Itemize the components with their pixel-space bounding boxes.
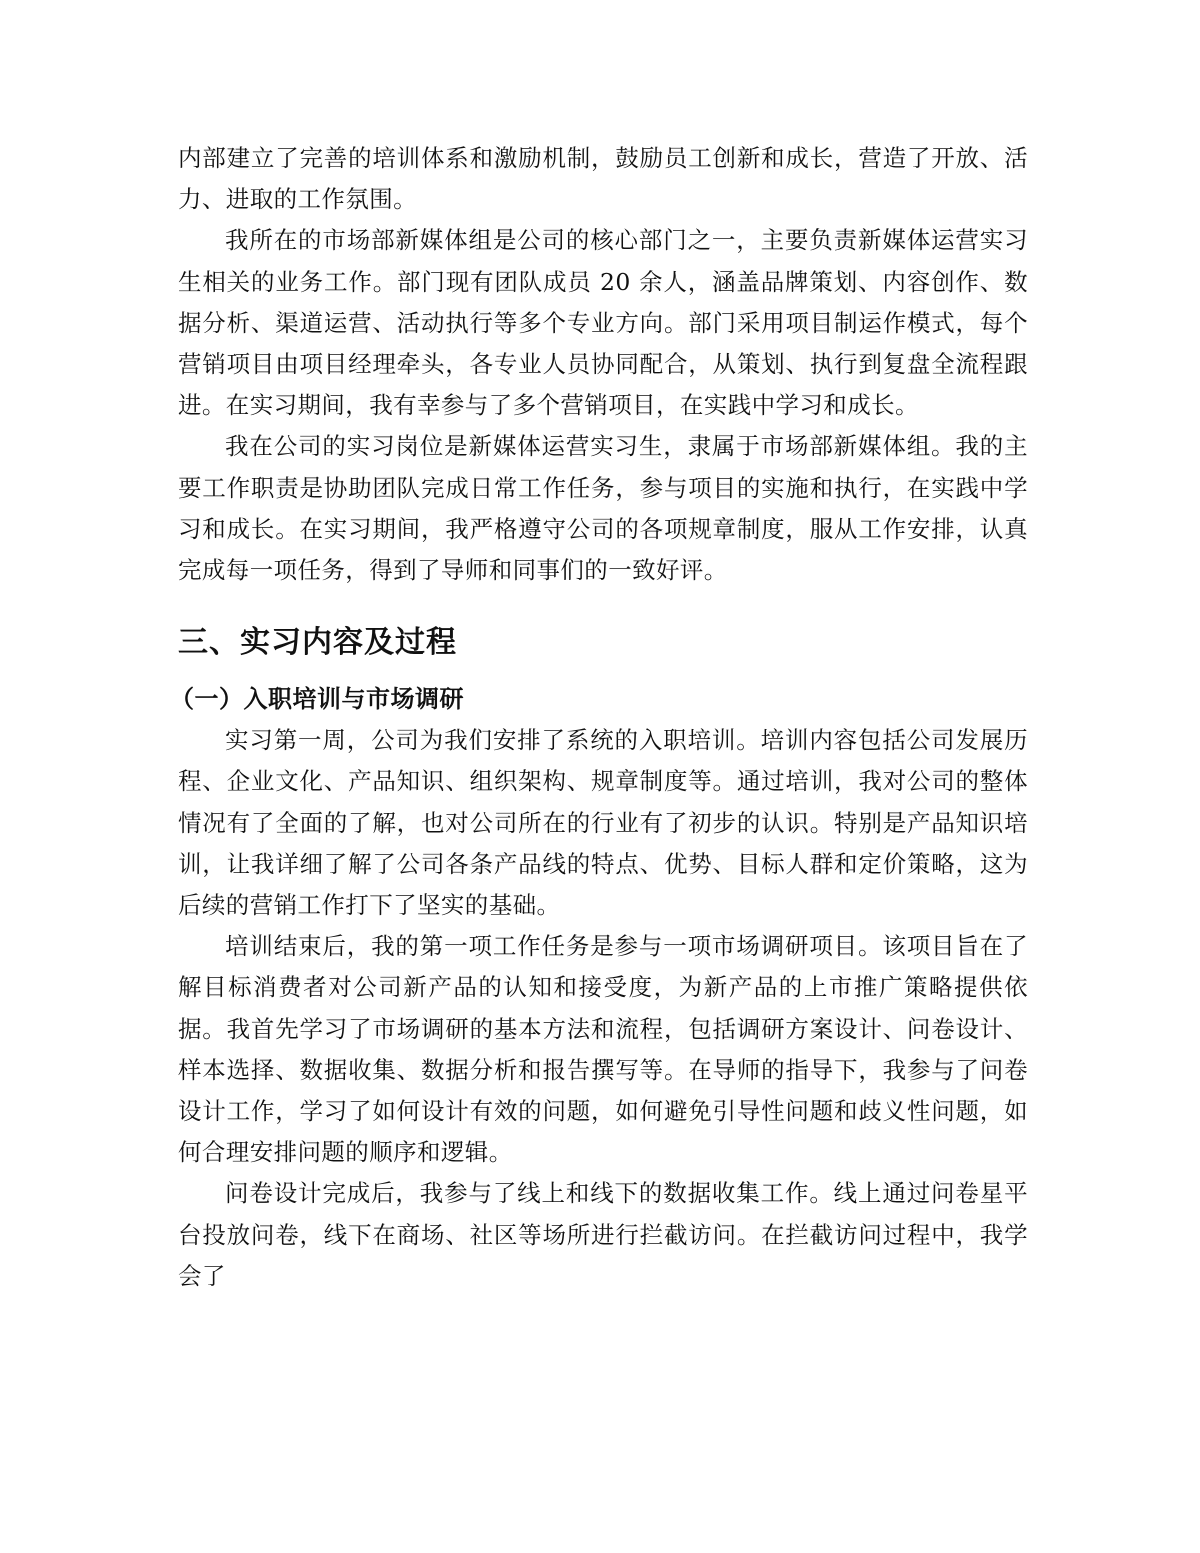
paragraph-continued: 内部建立了完善的培训体系和激励机制，鼓励员工创新和成长，营造了开放、活力、进取的工作氛围。 bbox=[178, 144, 1028, 214]
paragraph-department: 我所在的市场部新媒体组是公司的核心部门之一，主要负责新媒体运营实习生相关的业务工作。部门现有团队成员 20 余人，涵盖品牌策划、内容创作、数据分析、渠道运营、活动执行等多个专业方向。部门采用项目制运作模式，每个营销项目由项目经理牵头，各专业人员协同配合，从策划、执行到复盘全流程跟进。在实习期间，我有幸参与了多个营销项目，在实践中学习和成长。 bbox=[178, 226, 1028, 420]
paragraph-onboarding: 实习第一周，公司为我们安排了系统的入职培训。培训内容包括公司发展历程、企业文化、产品知识、组织架构、规章制度等。通过培训，我对公司的整体情况有了全面的了解，也对公司所在的行业有了初步的认识。特别是产品知识培训，让我详细了解了公司各条产品线的特点、优势、目标人群和定价策略，这为后续的营销工作打下了坚实的基础。 bbox=[178, 726, 1028, 920]
paragraph-position: 我在公司的实习岗位是新媒体运营实习生，隶属于市场部新媒体组。我的主要工作职责是协助团队完成日常工作任务，参与项目的实施和执行，在实践中学习和成长。在实习期间，我严格遵守公司的各项规章制度，服从工作安排，认真完成每一项任务，得到了导师和同事们的一致好评。 bbox=[178, 432, 1028, 585]
document-page bbox=[170, 138, 1028, 1297]
paragraph-data-collection: 问卷设计完成后，我参与了线上和线下的数据收集工作。线上通过问卷星平台投放问卷，线下在商场、社区等场所进行拦截访问。在拦截访问过程中，我学会了 bbox=[178, 1179, 1028, 1290]
subsection-heading: （一）入职培训与市场调研 bbox=[170, 685, 464, 714]
paragraph-market-research: 培训结束后，我的第一项工作任务是参与一项市场调研项目。该项目旨在了解目标消费者对公司新产品的认知和接受度，为新产品的上市推广策略提供依据。我首先学习了市场调研的基本方法和流程，包括调研方案设计、问卷设计、样本选择、数据收集、数据分析和报告撰写等。在导师的指导下，我参与了问卷设计工作，学习了如何设计有效的问题，如何避免引导性问题和歧义性问题，如何合理安排问题的顺序和逻辑。 bbox=[178, 932, 1028, 1167]
section-heading: 三、实习内容及过程 bbox=[178, 625, 457, 661]
